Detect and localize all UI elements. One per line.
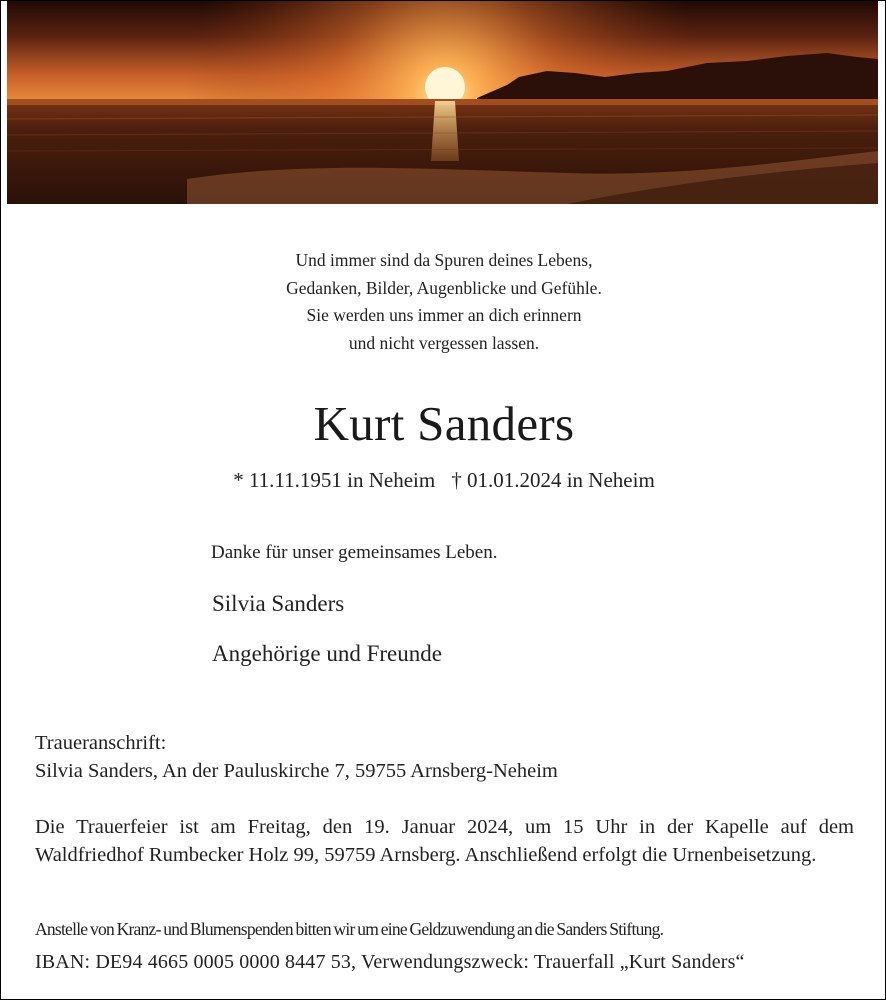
- ceremony-info: Die Trauerfeier ist am Freitag, den 19. Januar 2024, um 15 Uhr in der Kapelle auf dem Waldfriedhof Rumbecker Holz 99, 59759 Arnsberg. Anschließend erfolgt die Urnenbeisetzung.: [35, 816, 854, 866]
- life-dates: [1, 466, 886, 494]
- donation-iban: IBAN: DE94 4665 0005 0000 8447 53, Verwendungszweck: Trauerfall „Kurt Sanders“: [35, 951, 745, 973]
- mourner-group: Angehörige und Freunde: [212, 641, 442, 666]
- verse-line: Gedanken, Bilder, Augenblicke und Gefühle.: [286, 277, 602, 298]
- verse-line: Sie werden uns immer an dich erinnern: [306, 305, 582, 325]
- mourner-name: Silvia Sanders: [212, 591, 345, 616]
- thanks-line: Danke für unser gemeinsames Leben.: [211, 542, 498, 563]
- verse-line: und nicht vergessen lassen.: [348, 332, 540, 353]
- memorial-verse: [1, 247, 886, 357]
- verse-line: Und immer sind da Spuren deines Lebens,: [295, 250, 593, 270]
- mourning-address: Silvia Sanders, An der Pauluskirche 7, 59755 Arnsberg-Neheim: [35, 760, 558, 782]
- death-date: † 01.01.2024 in Neheim: [451, 468, 655, 492]
- donation-request: Anstelle von Kranz- und Blumenspenden bitten wir um eine Geldzuwendung an die Sanders Stiftung.: [35, 919, 664, 939]
- deceased-name: Kurt Sanders: [313, 396, 575, 451]
- birth-date: * 11.11.1951 in Neheim: [233, 468, 436, 492]
- sun-reflection: [431, 101, 459, 161]
- address-label: Traueranschrift:: [35, 732, 167, 754]
- sunset-sea-image: [7, 1, 878, 204]
